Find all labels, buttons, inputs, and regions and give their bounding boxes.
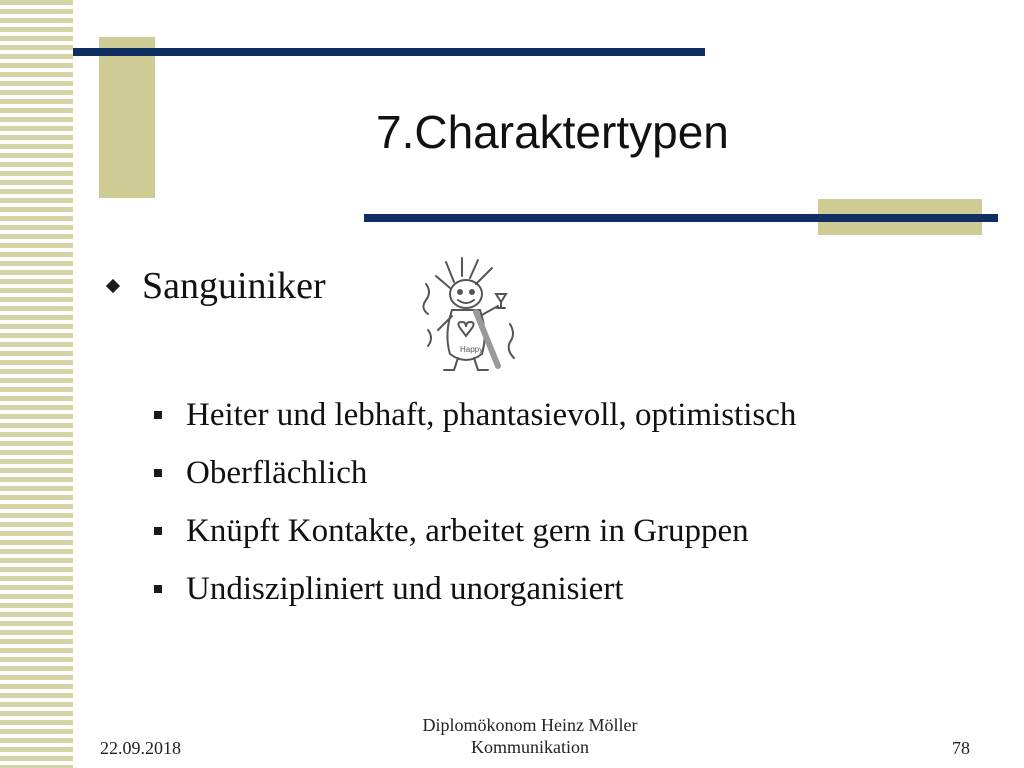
list-item: Undiszipliniert und unorganisiert <box>154 560 796 618</box>
list-item: Heiter und lebhaft, phantasievoll, optimistisch <box>154 386 796 444</box>
footer-date: 22.09.2018 <box>100 738 181 758</box>
heading-text: Sanguiniker <box>142 265 326 307</box>
footer-subject: Kommunikation <box>471 737 589 757</box>
footer-author: Diplomökonom Heinz Möller <box>422 715 638 735</box>
footer-author-block <box>380 714 680 758</box>
navy-line-bottom <box>364 214 998 222</box>
slide-title: 7.Charaktertypen <box>376 106 729 158</box>
list-item: Oberflächlich <box>154 444 796 502</box>
happy-label: Happy <box>460 345 484 354</box>
square-bullet-icon <box>154 527 162 535</box>
square-bullet-icon <box>154 411 162 419</box>
page-number: 78 <box>952 738 970 758</box>
heading-bullet <box>104 262 326 310</box>
list-item: Knüpft Kontakte, arbeitet gern in Gruppen <box>154 502 796 560</box>
khaki-block-left <box>99 37 155 198</box>
decorative-stripes <box>0 0 73 768</box>
sanguine-character-illustration <box>414 254 526 376</box>
square-bullet-icon <box>154 469 162 477</box>
bullet-list <box>154 386 796 618</box>
square-bullet-icon <box>154 585 162 593</box>
navy-line-top <box>73 48 705 56</box>
diamond-bullet-icon <box>106 279 120 293</box>
